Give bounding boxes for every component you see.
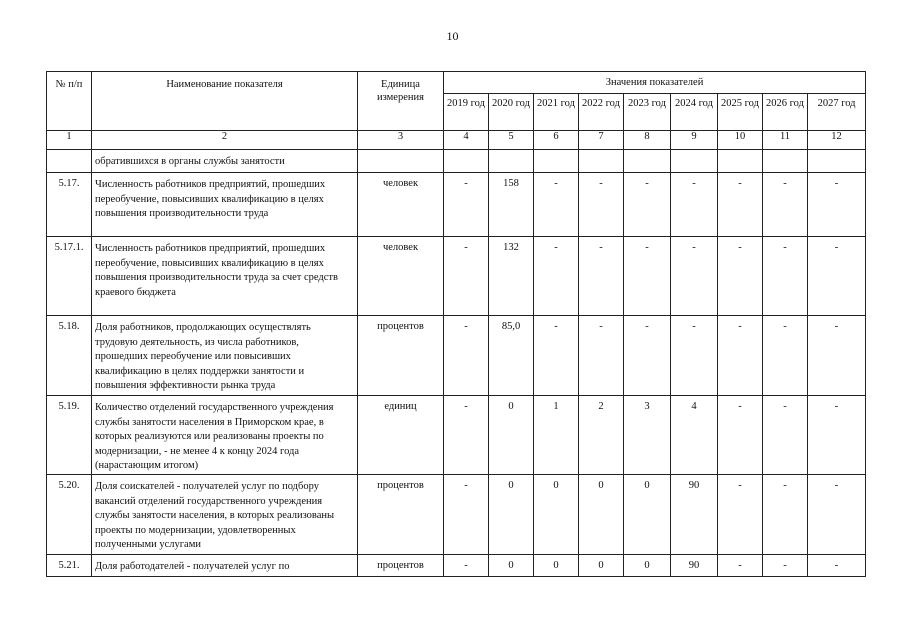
value-cell: - xyxy=(534,173,579,237)
value-cell: 1 xyxy=(534,396,579,475)
value-cell xyxy=(444,150,489,173)
indicator-name: Численность работников предприятий, прошедших переобучение, повысивших квалификацию в целях повышения производительности труда xyxy=(92,173,358,237)
column-number: 6 xyxy=(534,131,579,150)
value-cell: - xyxy=(444,173,489,237)
unit-cell: человек xyxy=(358,237,444,316)
header-year: 2024 год xyxy=(671,94,718,131)
indicator-name: Доля соискателей - получателей услуг по подбору вакансий отделений государственного учреждения службы занятости населения, в которых реализованы проекты по модернизации, удовлетворенных полученными услугами xyxy=(92,475,358,555)
value-cell: - xyxy=(808,173,866,237)
indicator-name: Доля работодателей - получателей услуг по xyxy=(92,555,358,577)
value-cell: 0 xyxy=(489,475,534,555)
column-number: 9 xyxy=(671,131,718,150)
header-year: 2025 год xyxy=(718,94,763,131)
table-row xyxy=(47,173,866,237)
column-number: 8 xyxy=(624,131,671,150)
header-year: 2019 год xyxy=(444,94,489,131)
unit-cell xyxy=(358,150,444,173)
value-cell xyxy=(579,150,624,173)
unit-cell: единиц xyxy=(358,396,444,475)
value-cell: - xyxy=(444,396,489,475)
value-cell: - xyxy=(579,237,624,316)
column-number: 12 xyxy=(808,131,866,150)
value-cell: - xyxy=(763,396,808,475)
unit-cell: процентов xyxy=(358,475,444,555)
value-cell: 90 xyxy=(671,555,718,577)
value-cell: - xyxy=(808,475,866,555)
column-number: 2 xyxy=(92,131,358,150)
table-row xyxy=(47,237,866,316)
value-cell xyxy=(624,150,671,173)
row-number: 5.17. xyxy=(47,173,92,237)
value-cell: 3 xyxy=(624,396,671,475)
value-cell: - xyxy=(763,237,808,316)
value-cell: - xyxy=(624,316,671,396)
value-cell: 0 xyxy=(579,555,624,577)
value-cell: - xyxy=(718,555,763,577)
value-cell xyxy=(718,150,763,173)
header-name: Наименование показателя xyxy=(92,72,358,131)
value-cell: - xyxy=(671,173,718,237)
value-cell: 90 xyxy=(671,475,718,555)
value-cell: 0 xyxy=(489,396,534,475)
indicator-name: Доля работников, продолжающих осуществлять трудовую деятельность, из числа работников, прошедших переобучение или повысивших квалификацию в целях поддержки занятости и повышения эффективности рынка труда xyxy=(92,316,358,396)
value-cell: - xyxy=(579,173,624,237)
column-number: 1 xyxy=(47,131,92,150)
row-number xyxy=(47,150,92,173)
header-unit: Единица измерения xyxy=(358,72,444,131)
indicator-name: Количество отделений государственного учреждения службы занятости населения в Приморском крае, в которых реализуются или реализованы проекты по модернизации, - не менее 4 к концу 2024 года (нарастающим итогом) xyxy=(92,396,358,475)
value-cell: - xyxy=(444,237,489,316)
table-row xyxy=(47,150,866,173)
value-cell: - xyxy=(763,555,808,577)
table-row xyxy=(47,396,866,475)
column-numbers-row xyxy=(47,131,866,150)
value-cell: - xyxy=(718,237,763,316)
table-row xyxy=(47,475,866,555)
value-cell: 0 xyxy=(624,555,671,577)
value-cell: - xyxy=(579,316,624,396)
header-year: 2021 год xyxy=(534,94,579,131)
value-cell: 2 xyxy=(579,396,624,475)
value-cell: - xyxy=(808,396,866,475)
value-cell: - xyxy=(671,237,718,316)
value-cell: - xyxy=(534,316,579,396)
value-cell: 0 xyxy=(624,475,671,555)
value-cell xyxy=(763,150,808,173)
row-number: 5.20. xyxy=(47,475,92,555)
column-number: 4 xyxy=(444,131,489,150)
table-header xyxy=(47,72,866,150)
indicator-name: обратившихся в органы службы занятости xyxy=(92,150,358,173)
value-cell: - xyxy=(671,316,718,396)
value-cell: - xyxy=(444,475,489,555)
column-number: 7 xyxy=(579,131,624,150)
header-year: 2023 год xyxy=(624,94,671,131)
value-cell: 132 xyxy=(489,237,534,316)
value-cell: - xyxy=(534,237,579,316)
table-row xyxy=(47,316,866,396)
value-cell: - xyxy=(808,316,866,396)
header-year: 2020 год xyxy=(489,94,534,131)
value-cell: - xyxy=(624,237,671,316)
value-cell: 0 xyxy=(534,475,579,555)
indicators-table xyxy=(46,71,866,577)
row-number: 5.17.1. xyxy=(47,237,92,316)
header-num: № п/п xyxy=(47,72,92,131)
value-cell: - xyxy=(718,396,763,475)
column-number: 5 xyxy=(489,131,534,150)
value-cell xyxy=(489,150,534,173)
value-cell: - xyxy=(718,316,763,396)
column-number: 11 xyxy=(763,131,808,150)
value-cell: 158 xyxy=(489,173,534,237)
value-cell: - xyxy=(763,475,808,555)
value-cell: 0 xyxy=(489,555,534,577)
value-cell: - xyxy=(763,173,808,237)
header-year: 2022 год xyxy=(579,94,624,131)
table-body xyxy=(47,150,866,577)
value-cell: - xyxy=(808,555,866,577)
page-number: 10 xyxy=(446,29,459,43)
value-cell xyxy=(808,150,866,173)
value-cell xyxy=(534,150,579,173)
row-number: 5.21. xyxy=(47,555,92,577)
value-cell: - xyxy=(718,173,763,237)
header-year: 2027 год xyxy=(808,94,866,131)
value-cell: - xyxy=(808,237,866,316)
header-values-group: Значения показателей xyxy=(444,72,866,94)
indicator-name: Численность работников предприятий, прошедших переобучение, повысивших квалификацию в целях повышения производительности труда за счет средств краевого бюджета xyxy=(92,237,358,316)
header-year: 2026 год xyxy=(763,94,808,131)
unit-cell: процентов xyxy=(358,316,444,396)
value-cell: - xyxy=(444,555,489,577)
value-cell xyxy=(671,150,718,173)
column-number: 10 xyxy=(718,131,763,150)
row-number: 5.18. xyxy=(47,316,92,396)
unit-cell: человек xyxy=(358,173,444,237)
value-cell: 0 xyxy=(534,555,579,577)
column-number: 3 xyxy=(358,131,444,150)
value-cell: - xyxy=(444,316,489,396)
value-cell: 4 xyxy=(671,396,718,475)
value-cell: - xyxy=(718,475,763,555)
unit-cell: процентов xyxy=(358,555,444,577)
value-cell: - xyxy=(624,173,671,237)
value-cell: 0 xyxy=(579,475,624,555)
table-row xyxy=(47,555,866,577)
row-number: 5.19. xyxy=(47,396,92,475)
value-cell: 85,0 xyxy=(489,316,534,396)
value-cell: - xyxy=(763,316,808,396)
